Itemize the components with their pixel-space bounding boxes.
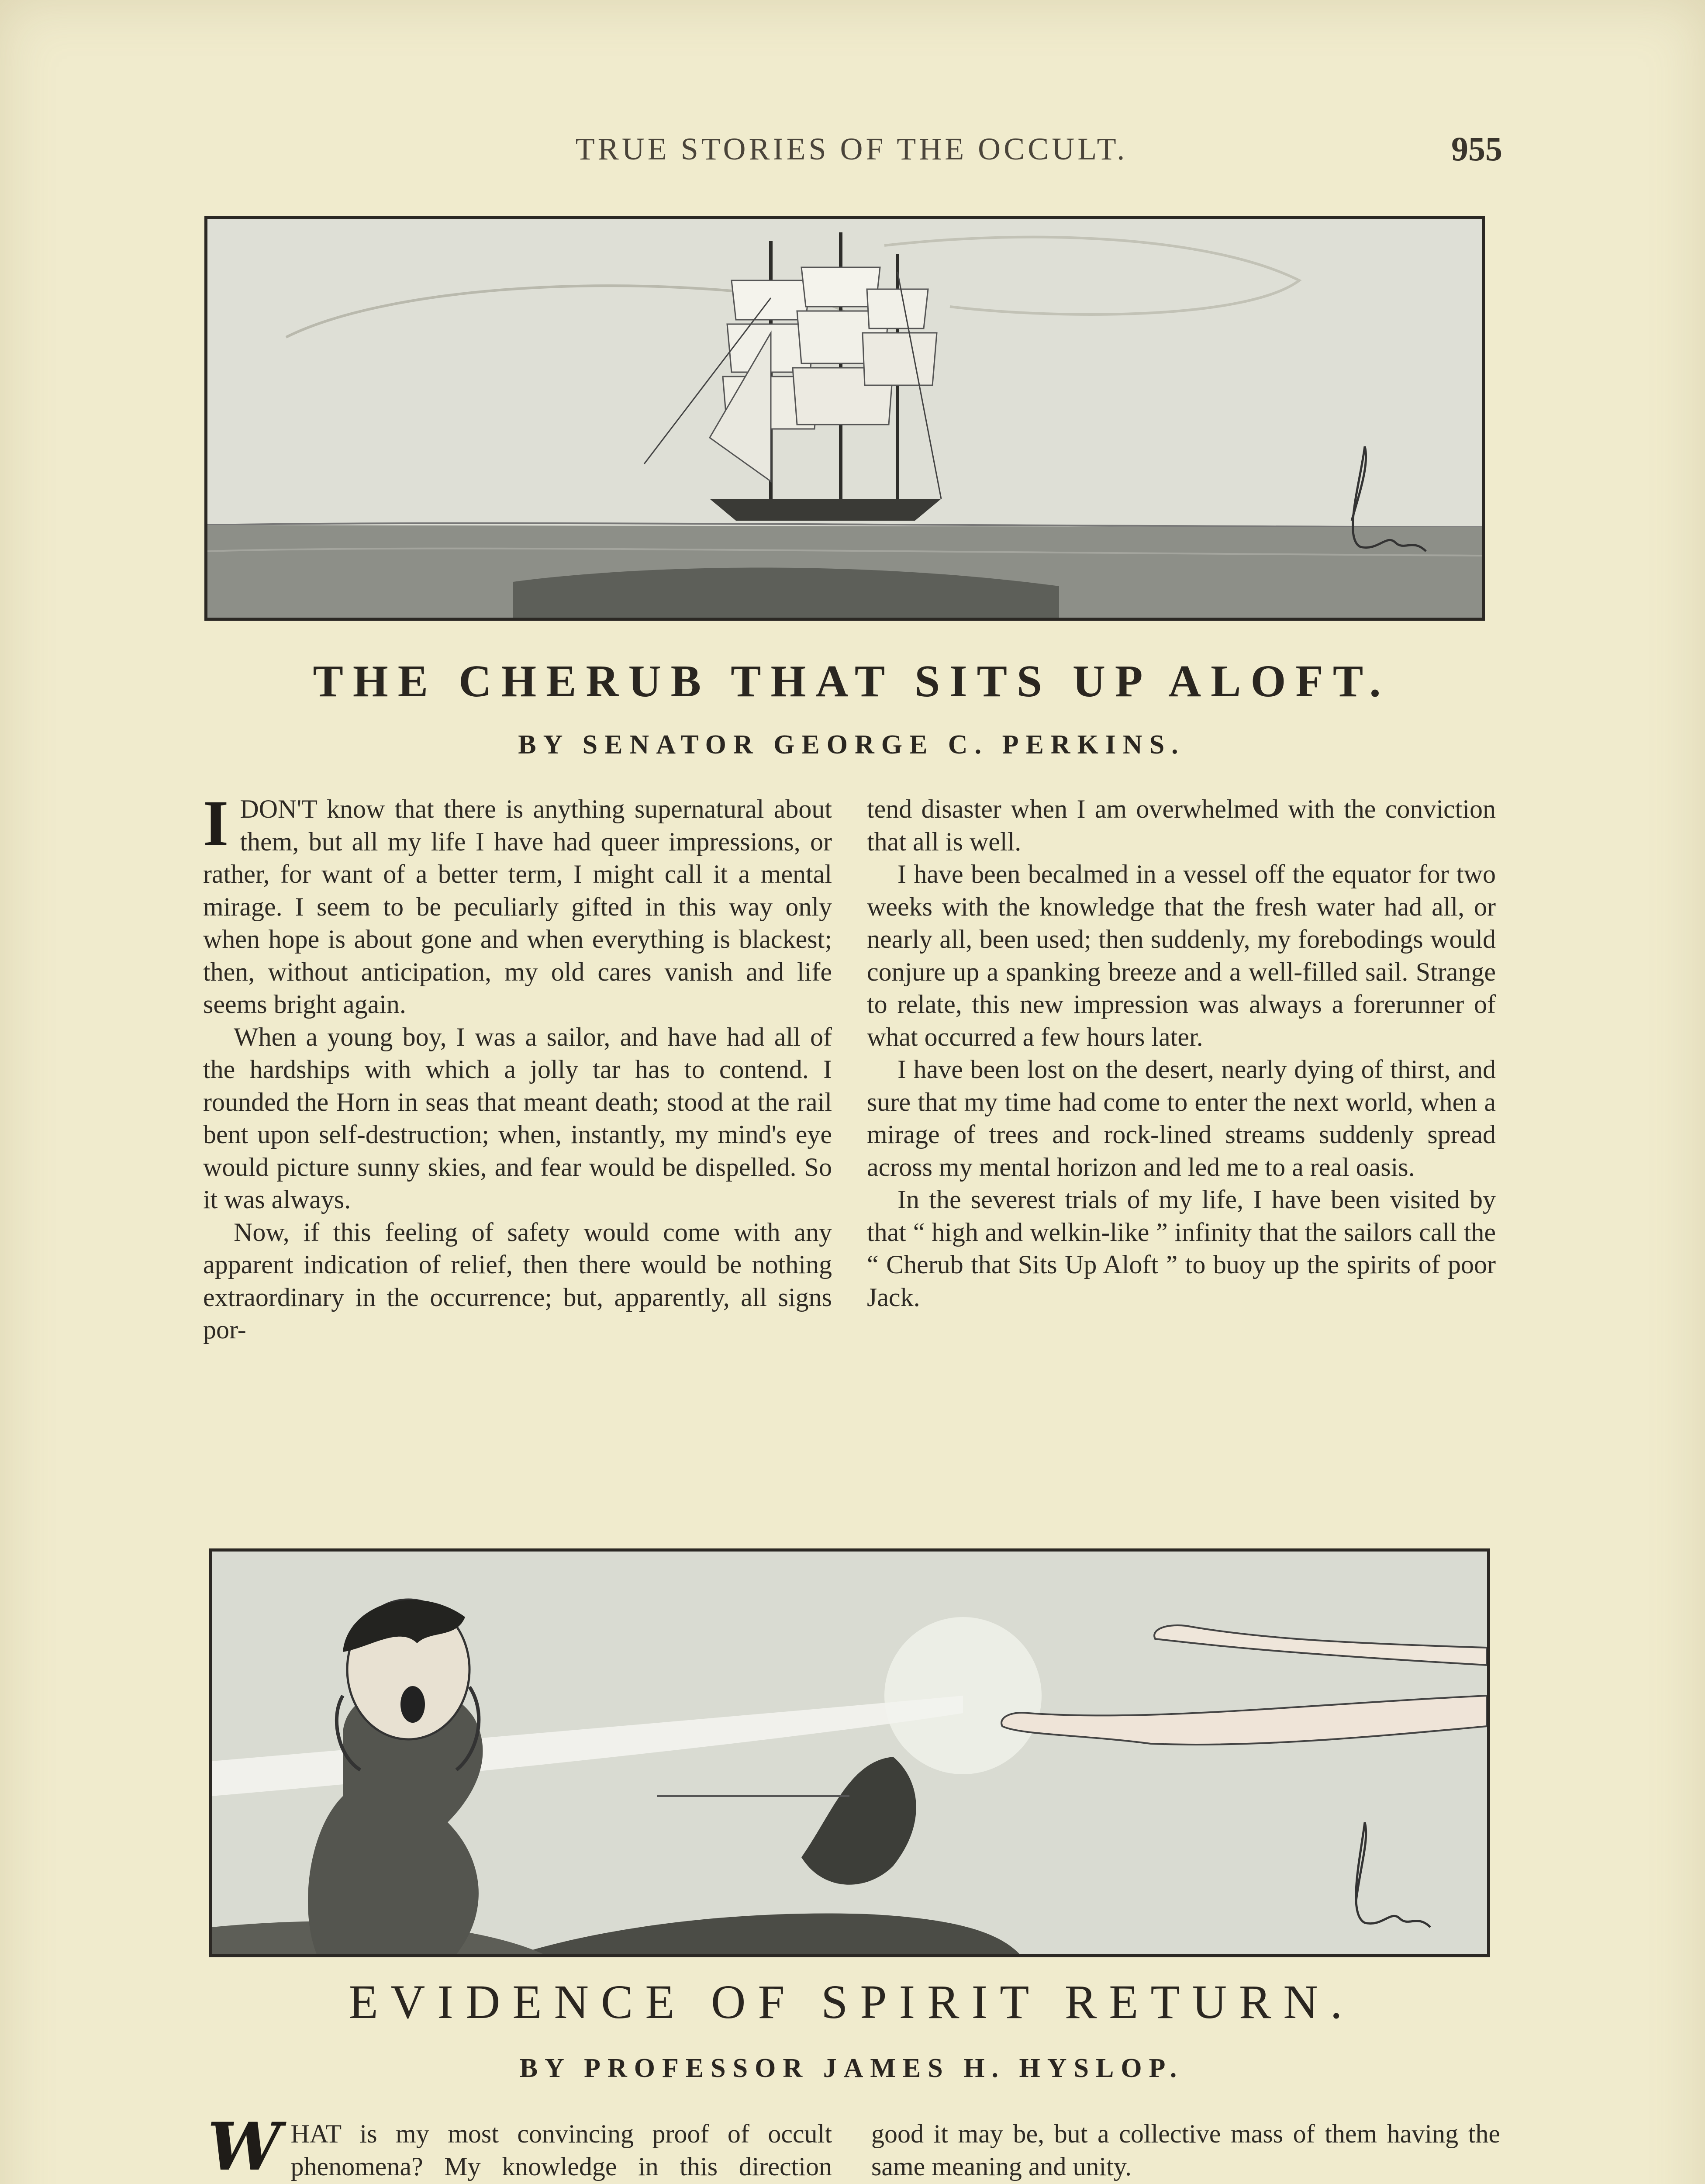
article1-paragraph: I have been lost on the desert, nearly dying of thirst, and sure that my time had come to enter the next world, when a mirage of trees and rock-lined streams suddenly spread across my mental horizon and led me to a real oasis. <box>867 1055 1496 1182</box>
article1-dropcap: I <box>203 787 229 860</box>
article2-paragraph-text: HAT is my most convincing proof of occult phenomena? My knowledge in this direction <box>290 2119 832 2181</box>
page-number: 955 <box>1451 130 1502 168</box>
article2-byline: BY PROFESSOR JAMES H. HYSLOP. <box>519 2053 1184 2083</box>
article1-paragraph: In the severest trials of my life, I have been visited by that “ high and welkin-like ” infinity that the sailors call the “ Cherub that Sits Up Aloft ” to buoy up the spirits of poor Jack. <box>867 1185 1496 1312</box>
spirit-illustration <box>209 1548 1490 1957</box>
article1-paragraph: I have been becalmed in a vessel off the equator for two weeks with the knowledge that the fresh water had all, or nearly all, been used; then suddenly, my forebodings would conjure up a spanking breeze and a well-filled sail. Strange to relate, this new impression was always a forerunner of what occurred a few hours later. <box>867 860 1496 1051</box>
article2-left-column <box>207 2108 832 2184</box>
article1-paragraph-text: DON'T know that there is anything supernatural about them, but all my life I have had queer impressions, or rather, for want of a better term, I might call it a mental mirage. I seem to be peculiarly gifted in this way only when hope is about gone and when everything is blackest; then, without anticipation, my old cares vanish and life seems bright again. <box>203 795 832 1019</box>
article1-paragraph: Now, if this feeling of safety would come with any apparent indication of relief, then there would be nothing extraordinary in the occurrence; but, apparently, all signs por- <box>203 1217 832 1344</box>
article2-title: EVIDENCE OF SPIRIT RETURN. <box>349 1975 1355 2028</box>
article1-left-column <box>203 787 832 1346</box>
article2-paragraph <box>207 2108 832 2184</box>
article2-right-column <box>871 2118 1500 2184</box>
article1-paragraph: tend disaster when I am overwhelmed with the conviction that all is well. <box>867 795 1496 856</box>
ship-illustration <box>204 216 1485 621</box>
article1-byline: BY SENATOR GEORGE C. PERKINS. <box>518 730 1185 760</box>
spirit-drawing <box>212 1552 1487 1954</box>
article1-title: THE CHERUB THAT SITS UP ALOFT. <box>313 656 1391 706</box>
running-head: TRUE STORIES OF THE OCCULT. <box>575 131 1128 166</box>
article1-paragraph <box>203 787 832 1021</box>
article2-dropcap: W <box>207 2108 281 2184</box>
ship-drawing <box>207 219 1482 618</box>
article1-right-column <box>867 793 1496 1313</box>
article2-paragraph: good it may be, but a collective mass of them having the same meaning and unity. <box>871 2119 1500 2181</box>
article1-paragraph: When a young boy, I was a sailor, and have had all of the hardships with which a jolly tar has to contend. I rounded the Horn in seas that meant death; stood at the rail bent upon self-destruction; when, instantly, my mind's eye would picture sunny skies, and fear would be dispelled. So it was always. <box>203 1022 832 1214</box>
